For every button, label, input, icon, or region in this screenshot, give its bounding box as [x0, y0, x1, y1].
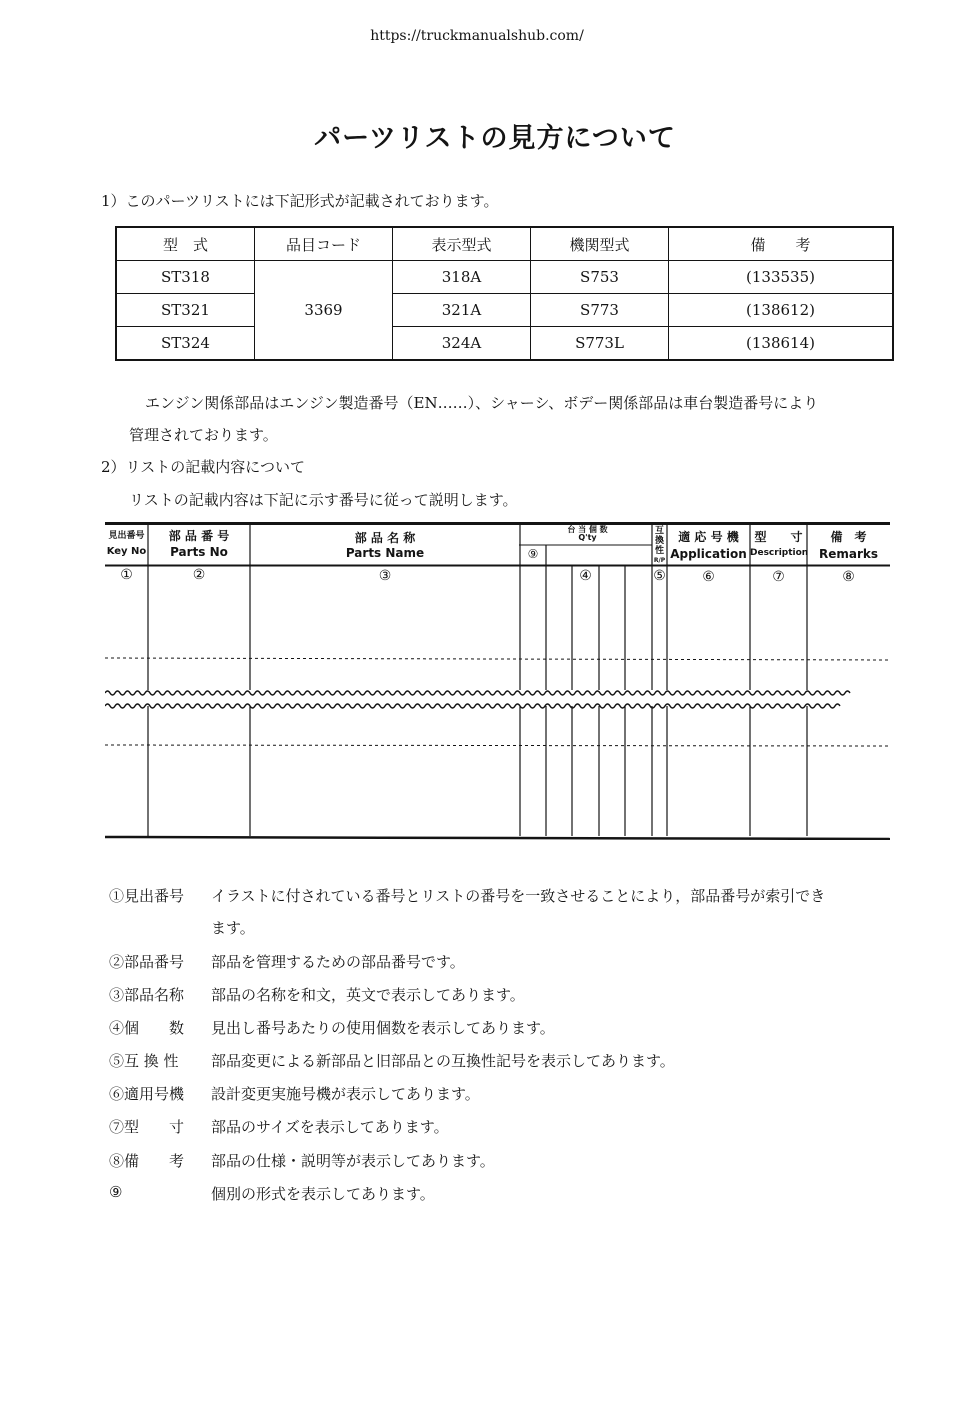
header-partsno-jp: 部 品 番 号 — [168, 529, 230, 543]
header-partsno-en: Parts No — [170, 545, 228, 559]
row1-display: 318A — [441, 268, 482, 286]
row2-display: 321A — [441, 301, 482, 319]
legend-label-4: ④個 数 — [109, 1019, 185, 1037]
legend-text-8: 部品の仕様・説明等が表示してあります。 — [211, 1152, 495, 1170]
legend-text-4: 見出し番号あたりの使用個数を表示してあります。 — [211, 1019, 555, 1037]
row1-model: ST318 — [161, 268, 210, 286]
note-line-1: エンジン関係部品はエンジン製造番号（EN……）、シャーシ、ボデー関係部品は車台製造番号により — [145, 394, 819, 412]
header-engine: 機関型式 — [569, 235, 630, 254]
circle-3: ③ — [378, 568, 392, 584]
section1-heading: 1）このパーツリストには下記形式が記載されております。 — [101, 192, 499, 210]
circle-4: ④ — [579, 568, 592, 584]
row2-engine: S773 — [580, 301, 619, 319]
legend-text-1: イラストに付されている番号とリストの番号を一致させることにより，部品番号が索引でき — [211, 887, 826, 905]
legend-label-8: ⑧備 考 — [109, 1152, 185, 1170]
legend-label-6: ⑥適用号機 — [109, 1085, 185, 1103]
circle-8: ⑧ — [842, 569, 855, 585]
row3-engine: S773L — [575, 334, 624, 352]
row3-model: ST324 — [161, 334, 210, 352]
row3-remarks: (138614) — [746, 334, 815, 352]
header-model: 型 式 — [162, 235, 208, 254]
page-title: パーツリストの見方について — [314, 123, 676, 154]
circle-6: ⑥ — [702, 569, 715, 585]
legend-label-9: ⑨ — [109, 1183, 123, 1201]
legend-text-5: 部品変更による新部品と旧部品との互換性記号を表示してあります。 — [211, 1052, 675, 1070]
header-application-jp: 適 応 号 機 — [678, 530, 739, 544]
header-partsname-jp: 部 品 名 称 — [354, 531, 416, 545]
header-remarks: 備 考 — [750, 235, 811, 254]
legend-text-9: 個別の形式を表示してあります。 — [211, 1185, 435, 1203]
header-description-en: Description — [750, 548, 809, 558]
page-url: https://truckmanualshub.com/ — [370, 28, 584, 44]
row2-model: ST321 — [161, 301, 210, 319]
legend-text-6: 設計変更実施号機が表示してあります。 — [211, 1085, 480, 1103]
model-table — [115, 226, 894, 361]
row2-remarks: (138612) — [746, 301, 815, 319]
section2-intro: リストの記載内容は下記に示す番号に従って説明します。 — [129, 491, 518, 509]
header-remarks-jp: 備 考 — [830, 530, 867, 544]
header-qty-sub: ⑨ — [527, 547, 539, 561]
header-description-jp: 型 寸 — [754, 530, 803, 544]
legend-label-2: ②部品番号 — [109, 953, 185, 971]
header-qty-en: Q'ty — [578, 533, 597, 542]
header-interchange-sub: R/P — [653, 557, 666, 564]
circle-5: ⑤ — [653, 568, 666, 584]
header-key-jp: 見出番号 — [108, 531, 145, 541]
legend-text-7: 部品のサイズを表示してあります。 — [211, 1118, 449, 1136]
header-partsname-en: Parts Name — [345, 546, 425, 560]
row1-engine: S753 — [580, 268, 619, 286]
header-interchange-jp: 互換性 — [654, 526, 664, 556]
parts-format-table — [105, 522, 890, 840]
circle-2: ② — [192, 567, 206, 583]
header-display: 表示型式 — [431, 235, 492, 254]
legend-label-7: ⑦型 寸 — [109, 1118, 185, 1136]
circle-1: ① — [120, 567, 133, 583]
legend-text-2: 部品を管理するための部品番号です。 — [211, 953, 465, 971]
section2-heading: 2）リストの記載内容について — [101, 458, 305, 476]
row1-remarks: (133535) — [746, 268, 815, 286]
header-key-en: Key No — [106, 546, 147, 557]
note-line-2: 管理されております。 — [129, 426, 278, 444]
legend-label-5: ⑤互 換 性 — [109, 1052, 179, 1070]
header-application-en: Application — [670, 547, 747, 561]
row3-display: 324A — [441, 334, 482, 352]
header-qty-jp: 台 当 個 数 — [567, 525, 608, 534]
item-code: 3369 — [304, 301, 343, 319]
header-code: 品目コード — [285, 235, 361, 254]
legend-label-3: ③部品名称 — [109, 986, 185, 1004]
legend-text-1b: ます。 — [211, 919, 255, 937]
circle-7: ⑦ — [772, 569, 785, 585]
legend-label-1: ①見出番号 — [109, 887, 185, 905]
header-remarks-en: Remarks — [818, 547, 879, 561]
legend-text-3: 部品の名称を和文，英文で表示してあります。 — [211, 986, 525, 1004]
